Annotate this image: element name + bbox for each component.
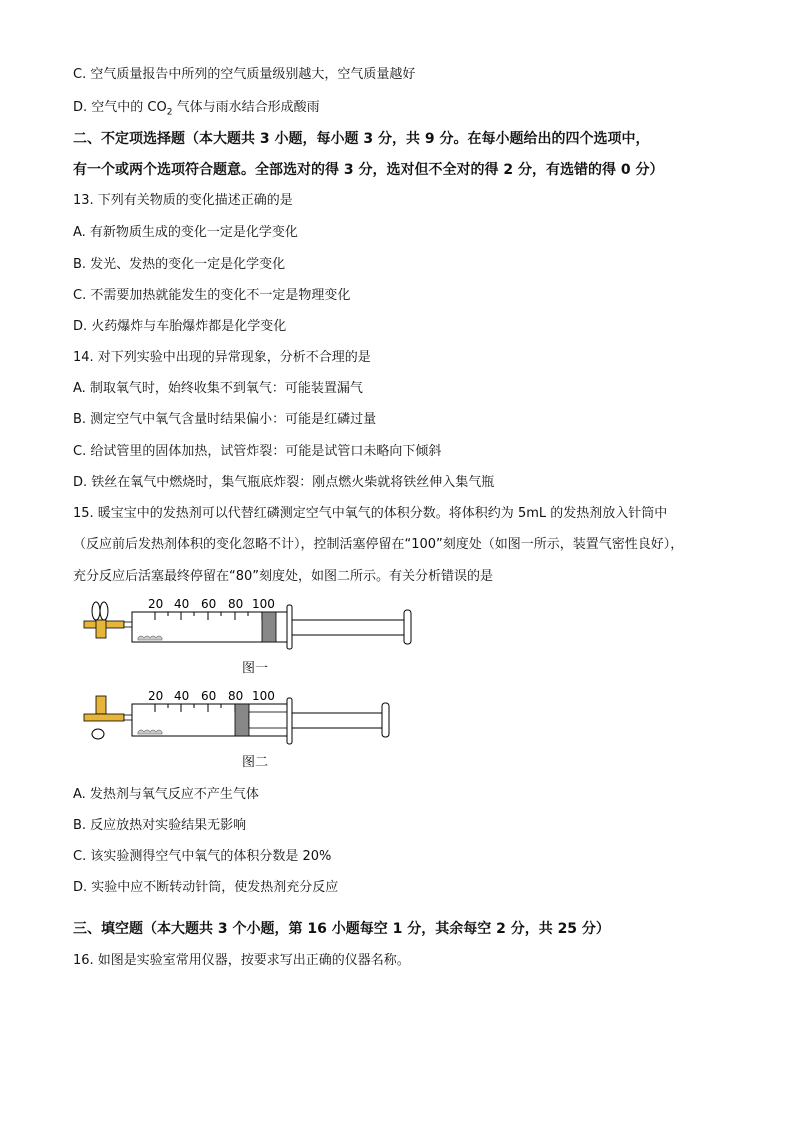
option-14b: B. 测定空气中氧气含量时结果偏小：可能是红磷过量	[73, 412, 377, 427]
syringe-figure-1	[80, 598, 430, 653]
question-15-cont2: 充分反应后活塞最终停留在“80”刻度处，如图二所示。有关分析错误的是	[73, 569, 494, 584]
option-15d: D. 实验中应不断转动针筒，使发热剂充分反应	[73, 880, 339, 895]
question-15-cont: （反应前后发热剂体积的变化忽略不计），控制活塞停留在“100”刻度处（如图一所示，装置气密性良好），	[73, 537, 684, 552]
option-12d-text-end: 气体与雨水结合形成酸雨	[172, 100, 320, 115]
scale-label: 60	[201, 690, 217, 703]
question-13: 13. 下列有关物质的变化描述正确的是	[73, 193, 293, 208]
scale-label: 100	[252, 690, 275, 703]
option-14a: A. 制取氧气时，始终收集不到氧气：可能装置漏气	[73, 381, 363, 396]
option-14d: D. 铁丝在氧气中燃烧时，集气瓶底炸裂：刚点燃火柴就将铁丝伸入集气瓶	[73, 475, 495, 490]
figure-1-caption: 图一	[242, 661, 269, 676]
option-15c: C. 该实验测得空气中氧气的体积分数是 20%	[73, 849, 332, 864]
option-12d	[73, 99, 320, 122]
section-2-heading-cont: 有一个或两个选项符合题意。全部选对的得 3 分，选对但不全对的得 2 分，有选错的得 0 分）	[73, 162, 664, 178]
question-15: 15. 暖宝宝中的发热剂可以代替红磷测定空气中氧气的体积分数。将体积约为 5mL 的发热剂放入针筒中	[73, 506, 668, 521]
option-13c: C. 不需要加热就能发生的变化不一定是物理变化	[73, 288, 351, 303]
question-14: 14. 对下列实验中出现的异常现象，分析不合理的是	[73, 350, 371, 365]
question-16: 16. 如图是实验室常用仪器，按要求写出正确的仪器名称。	[73, 953, 410, 968]
option-13a: A. 有新物质生成的变化一定是化学变化	[73, 225, 298, 240]
option-14c: C. 给试管里的固体加热，试管炸裂：可能是试管口未略向下倾斜	[73, 444, 442, 459]
scale-label: 80	[228, 690, 244, 703]
option-13b: B. 发光、发热的变化一定是化学变化	[73, 257, 286, 272]
scale-label: 40	[174, 690, 190, 703]
option-13d: D. 火药爆炸与车胎爆炸都是化学变化	[73, 319, 287, 334]
section-2-heading: 二、不定项选择题（本大题共 3 小题，每小题 3 分，共 9 分。在每小题给出的四个选项中，	[73, 131, 650, 147]
scale-label: 100	[252, 598, 275, 611]
scale-label: 20	[148, 598, 164, 611]
option-15a: A. 发热剂与氧气反应不产生气体	[73, 787, 259, 802]
scale-label: 40	[174, 598, 190, 611]
syringe-figure-2	[80, 690, 430, 750]
option-12d-text: D. 空气中的 CO	[73, 100, 167, 115]
scale-label: 80	[228, 598, 244, 611]
option-15b: B. 反应放热对实验结果无影响	[73, 818, 247, 833]
scale-label: 20	[148, 690, 164, 703]
figure-2-caption: 图二	[242, 755, 269, 770]
option-12c: C. 空气质量报告中所列的空气质量级别越大，空气质量越好	[73, 67, 416, 82]
section-3-heading: 三、填空题（本大题共 3 个小题，第 16 小题每空 1 分，其余每空 2 分，共 25 分）	[73, 921, 610, 937]
subscript: 2	[166, 107, 173, 118]
scale-label: 60	[201, 598, 217, 611]
